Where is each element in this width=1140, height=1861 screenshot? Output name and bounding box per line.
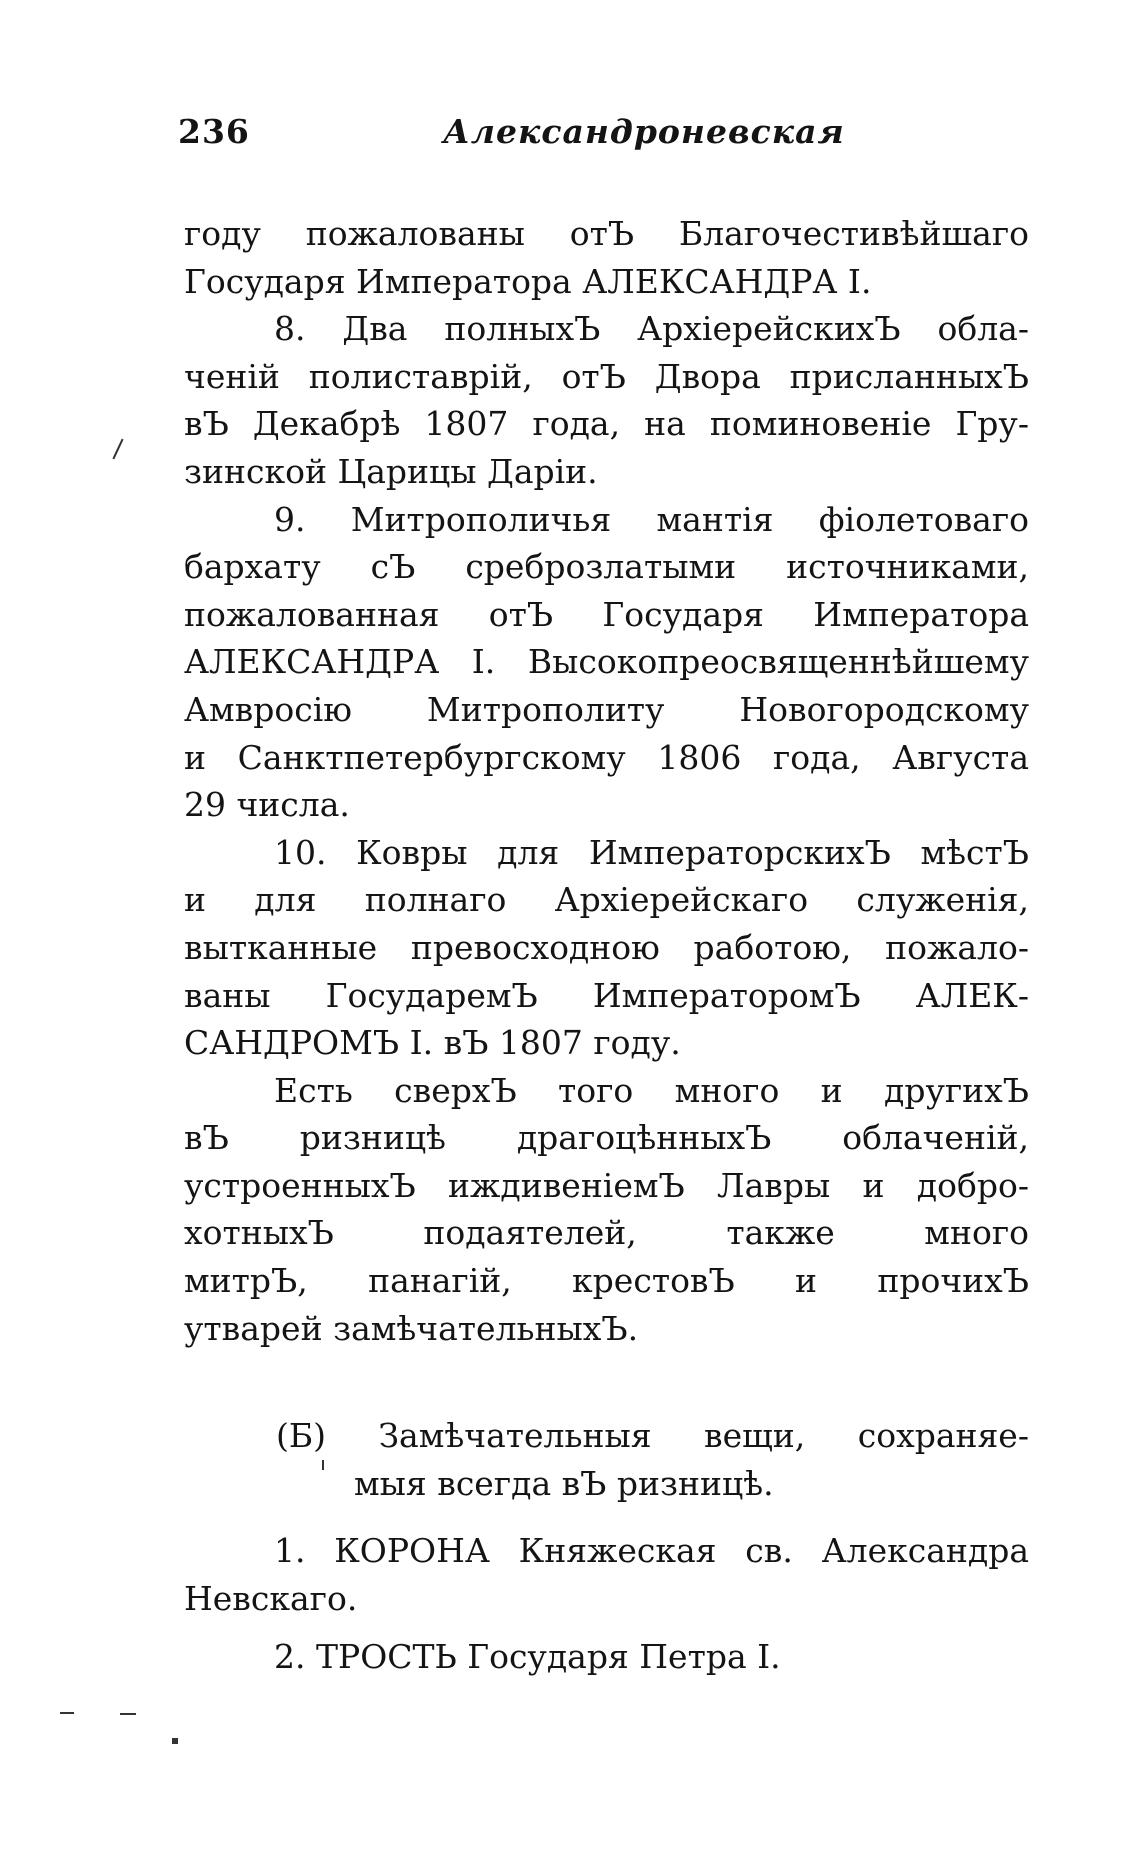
text-line: АЛЕКСАНДРА I. Высокопреосвященнѣйшему xyxy=(184,642,1029,682)
page-number: 236 xyxy=(178,112,250,151)
text-line: 1. КОРОНА Княжеская св. Александра xyxy=(274,1531,1029,1571)
spacer xyxy=(184,1623,1029,1633)
text-line: вЪ ризницѣ драгоцѣнныхЪ облаченій, xyxy=(184,1118,1029,1158)
text-line: САНДРОМЪ I. вЪ 1807 году. xyxy=(184,1023,681,1063)
text-line: ченій полиставрій, отЪ Двора присланныхЪ xyxy=(184,356,1029,396)
stray-mark xyxy=(322,1460,324,1470)
text-line: и для полнаго Архіерейскаго служенія, xyxy=(184,880,1029,920)
text-line: вЪ Декабрѣ 1807 года, на поминовеніе Гру- xyxy=(184,404,1029,444)
heading-line: мыя всегда вЪ ризницѣ. xyxy=(354,1463,774,1503)
stray-mark xyxy=(172,1738,178,1744)
text-line: утварей замѣчательныхЪ. xyxy=(184,1308,639,1348)
paragraph-continuation xyxy=(184,210,1029,305)
text-line: 10. Ковры для ИмператорскихЪ мѣстЪ xyxy=(274,832,1029,872)
text-line: хотныхЪ подаятелей, также много xyxy=(184,1213,1029,1253)
text-line: митрЪ, панагій, крестовЪ и прочихЪ xyxy=(184,1261,1029,1301)
section-heading xyxy=(184,1412,1029,1507)
text-line: устроенныхЪ иждивеніемЪ Лавры и добро- xyxy=(184,1165,1029,1205)
spacer xyxy=(184,1352,1029,1412)
paragraph-item-9 xyxy=(184,496,1029,829)
text-line: Амвросію Митрополиту Новогородскому xyxy=(184,689,1029,729)
stray-mark xyxy=(120,1713,136,1715)
running-head xyxy=(178,112,1033,162)
text-line: Есть сверхЪ того много и другихЪ xyxy=(274,1070,1029,1110)
text-line: году пожалованы отЪ Благочестивѣйшаго xyxy=(184,214,1029,253)
text-line: ваны ГосударемЪ ИмператоромЪ АЛЕК- xyxy=(184,975,1029,1015)
text-line: зинской Царицы Даріи. xyxy=(184,451,598,491)
body-text xyxy=(184,210,1029,1680)
list-item-staff xyxy=(184,1633,1029,1681)
text-line: 29 числа. xyxy=(184,785,350,825)
paragraph-item-10 xyxy=(184,829,1029,1067)
text-line: Государя Императора АЛЕКСАНДРА I. xyxy=(184,261,872,301)
text-line: 9. Митрополичья мантія фіолетоваго xyxy=(274,499,1029,539)
list-item-crown xyxy=(184,1527,1029,1622)
spacer xyxy=(184,1507,1029,1527)
text-line: вытканные превосходною работою, пожало- xyxy=(184,927,1029,967)
text-line: пожалованная отЪ Государя Императора xyxy=(184,594,1029,634)
heading-line: (Б) Замѣчательныя вещи, сохраняе- xyxy=(276,1416,1029,1456)
running-title: Александроневская xyxy=(443,112,845,151)
text-line: 8. Два полныхЪ АрхіерейскихЪ обла- xyxy=(274,309,1029,349)
text-line: бархату сЪ среброзлатыми источниками, xyxy=(184,547,1029,587)
stray-mark xyxy=(60,1712,74,1714)
text-line: Невскаго. xyxy=(184,1579,358,1619)
text-line: 2. ТРОСТЬ Государя Петра I. xyxy=(274,1636,781,1676)
stray-mark xyxy=(112,439,123,460)
paragraph-other-vestments xyxy=(184,1067,1029,1353)
text-line: и Санктпетербургскому 1806 года, Августа xyxy=(184,737,1029,777)
paragraph-item-8 xyxy=(184,305,1029,495)
